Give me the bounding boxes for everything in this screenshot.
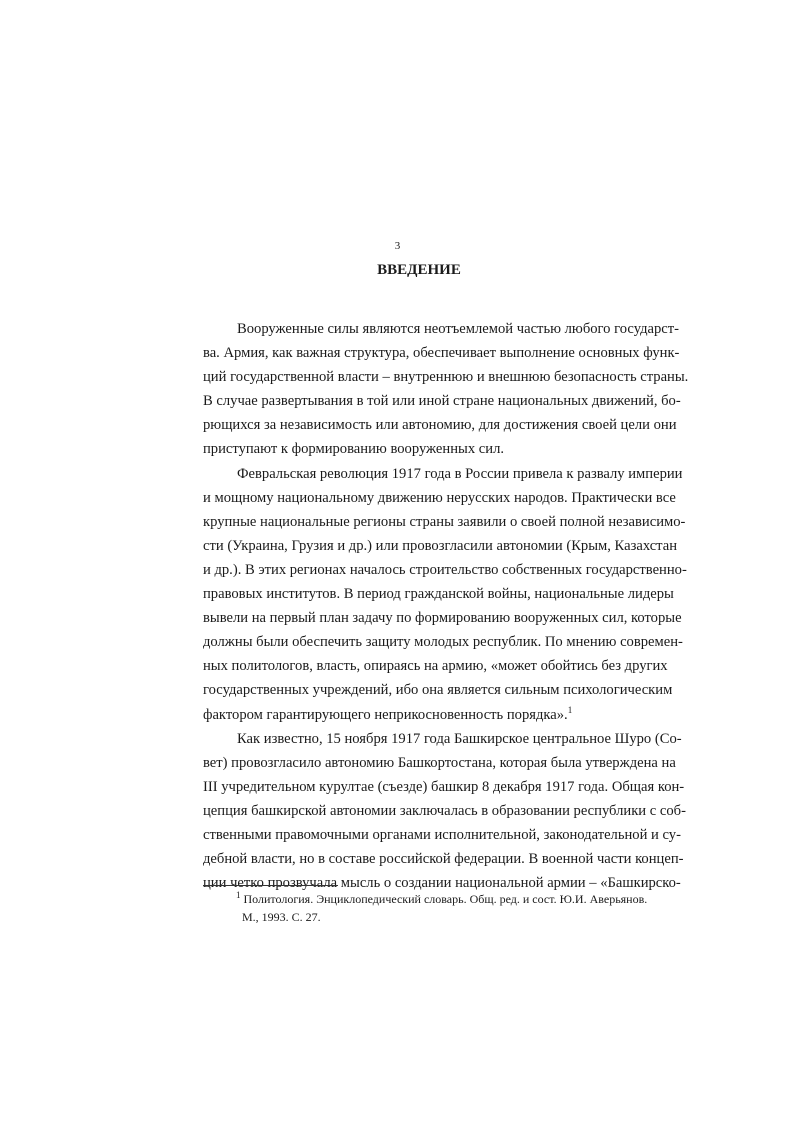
footnote-ref: 1 <box>567 704 573 715</box>
text-line: Как известно, 15 ноября 1917 года Башкирское центральное Шуро (Со- <box>237 730 682 747</box>
footnote-marker: 1 <box>236 890 241 900</box>
text-line: цепция башкирской автономии заключалась в образовании республики с соб- <box>203 802 686 819</box>
paragraph <box>203 462 687 727</box>
footnote-line: М., 1993. С. 27. <box>242 910 321 924</box>
text-line: вет) провозгласило автономию Башкортостана, которая была утверждена на <box>203 754 676 771</box>
text-line: ных политологов, власть, опираясь на армию, «может обойтись без других <box>203 658 668 675</box>
text-line: ций государственной власти – внутреннюю и внешнюю безопасность страны. <box>203 369 689 386</box>
text-line: и др.). В этих регионах началось строительство собственных государственно- <box>203 561 687 578</box>
text-line: ции четко прозвучала мысль о создании национальной армии – «Башкирско- <box>203 875 681 892</box>
footnote-divider <box>203 885 338 886</box>
text-line: сти (Украина, Грузия и др.) или провозгласили автономии (Крым, Казахстан <box>203 537 678 554</box>
text-line: государственных учреждений, ибо она является сильным психологическим <box>203 682 673 699</box>
text-line <box>203 703 644 727</box>
footnote-line: Политология. Энциклопедический словарь. Общ. ред. и сост. Ю.И. Аверьянов. <box>243 892 648 906</box>
text-line: ственными правомочными органами исполнительной, законодательной и су- <box>203 826 681 843</box>
text-line: должны были обеспечить защиту молодых республик. По мнению современ- <box>203 634 683 651</box>
text-line: Вооруженные силы являются неотъемлемой частью любого государст- <box>237 321 679 337</box>
text-line: приступают к формированию вооруженных сил. <box>203 441 505 458</box>
text-line: правовых институтов. В период гражданской войны, национальные лидеры <box>203 586 674 603</box>
text-line: вывели на первый план задачу по формированию вооруженных сил, которые <box>203 610 682 627</box>
text-line-content: фактором гарантирующего неприкосновенность порядка». <box>203 706 568 723</box>
page-title: ВВЕДЕНИЕ <box>377 262 461 278</box>
text-line: крупные национальные регионы страны заявили о своей полной независимо- <box>203 513 686 530</box>
text-line: В случае развертывания в той или иной стране национальных движений, бо- <box>203 393 681 410</box>
text-line: рющихся за независимость или автономию, для достижения своей цели они <box>203 417 677 434</box>
footnote <box>236 890 647 926</box>
text-line: дебной власти, но в составе российской федерации. В военной части концеп- <box>203 851 684 868</box>
text-line: III учредительном курултае (съезде) башкир 8 декабря 1917 года. Общая кон- <box>203 778 685 795</box>
text-line: Февральская революция 1917 года в России привела к развалу империи <box>237 465 683 482</box>
text-line: и мощному национальному движению нерусских народов. Практически все <box>203 489 676 506</box>
paragraph <box>203 317 689 462</box>
paragraph <box>203 727 686 896</box>
text-line: ва. Армия, как важная структура, обеспечивает выполнение основных функ- <box>203 345 680 362</box>
page-number: 3 <box>394 240 401 252</box>
body-text <box>203 317 689 895</box>
